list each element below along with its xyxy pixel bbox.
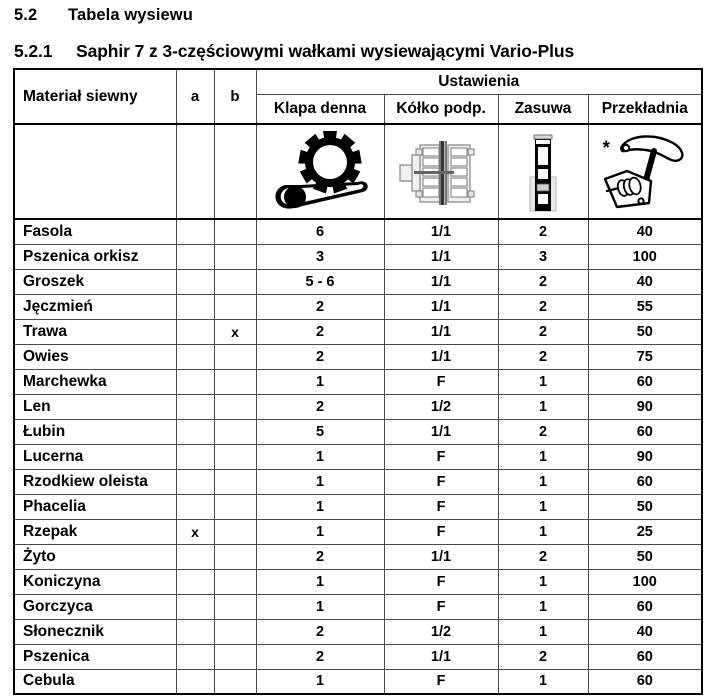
- cell-zasuwa: 1: [498, 394, 588, 419]
- cell-zasuwa: 1: [498, 669, 588, 694]
- cell-zasuwa: 2: [498, 344, 588, 369]
- cell-kolko-podp: 1/1: [384, 344, 498, 369]
- cell-b-mark: [214, 344, 256, 369]
- cell-a-mark: [176, 394, 214, 419]
- cell-przekladnia: 50: [588, 544, 702, 569]
- table-row: [14, 244, 702, 269]
- table-row: [14, 394, 702, 419]
- cell-a-mark: [176, 269, 214, 294]
- cell-przekladnia: 60: [588, 469, 702, 494]
- icon-cell-zasuwa: [498, 124, 588, 219]
- cell-klapa-denna: 1: [256, 469, 384, 494]
- cell-material: Trawa: [14, 319, 176, 344]
- cell-kolko-podp: 1/2: [384, 394, 498, 419]
- cell-zasuwa: 1: [498, 494, 588, 519]
- cell-przekladnia: 40: [588, 619, 702, 644]
- cell-a-mark: [176, 344, 214, 369]
- cell-kolko-podp: 1/1: [384, 219, 498, 244]
- cell-material: Słonecznik: [14, 619, 176, 644]
- cell-zasuwa: 2: [498, 419, 588, 444]
- cell-przekladnia: 60: [588, 594, 702, 619]
- cell-zasuwa: 1: [498, 369, 588, 394]
- cell-a-mark: [176, 319, 214, 344]
- table-row: [14, 469, 702, 494]
- cell-b-mark: x: [214, 319, 256, 344]
- cell-material: Rzodkiew oleista: [14, 469, 176, 494]
- cell-przekladnia: 90: [588, 394, 702, 419]
- cell-material: Cebula: [14, 669, 176, 694]
- cell-b-mark: [214, 394, 256, 419]
- header-kolko-podp: Kółko podp.: [384, 94, 498, 124]
- cell-b-mark: [214, 369, 256, 394]
- cell-b-mark: [214, 469, 256, 494]
- header-przekladnia: Przekładnia: [588, 94, 702, 124]
- cell-zasuwa: 3: [498, 244, 588, 269]
- cell-b-mark: [214, 519, 256, 544]
- cell-kolko-podp: 1/1: [384, 294, 498, 319]
- header-klapa-denna: Klapa denna: [256, 94, 384, 124]
- table-row: [14, 594, 702, 619]
- cell-zasuwa: 2: [498, 644, 588, 669]
- cell-a-mark: x: [176, 519, 214, 544]
- cell-material: Fasola: [14, 219, 176, 244]
- cell-material: Groszek: [14, 269, 176, 294]
- cell-zasuwa: 1: [498, 469, 588, 494]
- cell-material: Żyto: [14, 544, 176, 569]
- cell-przekladnia: 50: [588, 494, 702, 519]
- cell-b-mark: [214, 244, 256, 269]
- cell-b-mark: [214, 644, 256, 669]
- table-row: [14, 569, 702, 594]
- table-row: [14, 544, 702, 569]
- section-heading: [14, 6, 193, 25]
- cell-przekladnia: 50: [588, 319, 702, 344]
- asterisk-marker: *: [602, 138, 610, 159]
- cell-kolko-podp: F: [384, 669, 498, 694]
- cell-przekladnia: 60: [588, 669, 702, 694]
- cell-przekladnia: 60: [588, 369, 702, 394]
- cell-a-mark: [176, 294, 214, 319]
- cell-b-mark: [214, 669, 256, 694]
- cell-a-mark: [176, 219, 214, 244]
- cell-a-mark: [176, 244, 214, 269]
- cell-przekladnia: 75: [588, 344, 702, 369]
- cell-zasuwa: 2: [498, 219, 588, 244]
- table-row: [14, 419, 702, 444]
- table-row: [14, 219, 702, 244]
- cell-przekladnia: 60: [588, 644, 702, 669]
- cell-kolko-podp: 1/1: [384, 544, 498, 569]
- cell-a-mark: [176, 619, 214, 644]
- cell-kolko-podp: F: [384, 594, 498, 619]
- cell-klapa-denna: 6: [256, 219, 384, 244]
- section-number: 5.2: [14, 6, 38, 24]
- cell-a-mark: [176, 419, 214, 444]
- cell-kolko-podp: F: [384, 569, 498, 594]
- cell-a-mark: [176, 669, 214, 694]
- seed-table-container: [13, 68, 701, 695]
- header-material: Materiał siewny: [14, 69, 176, 124]
- cell-material: Phacelia: [14, 494, 176, 519]
- table-row: [14, 644, 702, 669]
- seed-rate-table: [13, 68, 703, 695]
- cell-kolko-podp: 1/1: [384, 419, 498, 444]
- icon-row-b-spacer: [214, 124, 256, 219]
- cell-kolko-podp: 1/2: [384, 619, 498, 644]
- cell-material: Len: [14, 394, 176, 419]
- cell-b-mark: [214, 544, 256, 569]
- table-icon-row: [14, 124, 702, 219]
- cell-klapa-denna: 1: [256, 444, 384, 469]
- cell-zasuwa: 2: [498, 544, 588, 569]
- sprocket-flap-icon: [257, 125, 384, 218]
- cell-zasuwa: 2: [498, 319, 588, 344]
- cell-a-mark: [176, 444, 214, 469]
- cell-klapa-denna: 1: [256, 369, 384, 394]
- cell-a-mark: [176, 369, 214, 394]
- cell-klapa-denna: 3: [256, 244, 384, 269]
- cell-material: Jęczmień: [14, 294, 176, 319]
- header-settings: Ustawienia: [256, 69, 702, 94]
- icon-row-material-spacer: [14, 124, 176, 219]
- cell-b-mark: [214, 594, 256, 619]
- cell-b-mark: [214, 569, 256, 594]
- cell-material: Marchewka: [14, 369, 176, 394]
- cell-b-mark: [214, 219, 256, 244]
- cell-a-mark: [176, 544, 214, 569]
- cell-kolko-podp: 1/1: [384, 319, 498, 344]
- cell-material: Rzepak: [14, 519, 176, 544]
- cell-klapa-denna: 2: [256, 319, 384, 344]
- cell-klapa-denna: 2: [256, 394, 384, 419]
- cell-kolko-podp: F: [384, 494, 498, 519]
- cell-klapa-denna: 2: [256, 644, 384, 669]
- cell-material: Gorczyca: [14, 594, 176, 619]
- cell-klapa-denna: 2: [256, 294, 384, 319]
- cell-a-mark: [176, 644, 214, 669]
- cell-klapa-denna: 1: [256, 519, 384, 544]
- table-row: [14, 519, 702, 544]
- cell-zasuwa: 1: [498, 569, 588, 594]
- header-col-a: a: [176, 69, 214, 124]
- cell-a-mark: [176, 569, 214, 594]
- cell-przekladnia: 90: [588, 444, 702, 469]
- cell-b-mark: [214, 619, 256, 644]
- header-col-b: b: [214, 69, 256, 124]
- cell-zasuwa: 2: [498, 269, 588, 294]
- cell-zasuwa: 1: [498, 594, 588, 619]
- cell-material: Pszenica orkisz: [14, 244, 176, 269]
- cell-zasuwa: 2: [498, 294, 588, 319]
- cell-kolko-podp: 1/1: [384, 244, 498, 269]
- header-zasuwa: Zasuwa: [498, 94, 588, 124]
- cell-b-mark: [214, 444, 256, 469]
- cell-zasuwa: 1: [498, 619, 588, 644]
- cell-zasuwa: 1: [498, 519, 588, 544]
- table-body: [14, 219, 702, 694]
- subsection-heading: [14, 41, 574, 62]
- table-header-row-1: [14, 69, 702, 94]
- cell-kolko-podp: F: [384, 444, 498, 469]
- cell-klapa-denna: 5 - 6: [256, 269, 384, 294]
- cell-kolko-podp: 1/1: [384, 644, 498, 669]
- table-row: [14, 444, 702, 469]
- cell-klapa-denna: 2: [256, 619, 384, 644]
- cell-klapa-denna: 5: [256, 419, 384, 444]
- table-row: [14, 319, 702, 344]
- cell-kolko-podp: F: [384, 519, 498, 544]
- icon-cell-klapa-denna: [256, 124, 384, 219]
- table-row: [14, 619, 702, 644]
- cell-material: Owies: [14, 344, 176, 369]
- table-row: [14, 369, 702, 394]
- cell-kolko-podp: 1/1: [384, 269, 498, 294]
- table-row: [14, 269, 702, 294]
- cell-przekladnia: 40: [588, 269, 702, 294]
- cell-material: Lucerna: [14, 444, 176, 469]
- table-row: [14, 669, 702, 694]
- icon-cell-przekladnia: [588, 124, 702, 219]
- cell-przekladnia: 100: [588, 569, 702, 594]
- icon-row-a-spacer: [176, 124, 214, 219]
- cell-b-mark: [214, 494, 256, 519]
- table-row: [14, 494, 702, 519]
- subsection-number: 5.2.1: [14, 41, 53, 61]
- cell-przekladnia: 25: [588, 519, 702, 544]
- cell-material: Łubin: [14, 419, 176, 444]
- cell-material: Pszenica: [14, 644, 176, 669]
- cell-klapa-denna: 1: [256, 569, 384, 594]
- subsection-title: Saphir 7 z 3-częściowymi wałkami wysiewającymi Vario-Plus: [76, 41, 575, 61]
- section-title: Tabela wysiewu: [68, 6, 193, 24]
- cell-klapa-denna: 1: [256, 494, 384, 519]
- table-row: [14, 294, 702, 319]
- slide-gate-icon: [499, 125, 588, 218]
- cell-kolko-podp: F: [384, 469, 498, 494]
- cell-material: Koniczyna: [14, 569, 176, 594]
- support-wheel-roller-icon: [385, 125, 498, 218]
- cell-klapa-denna: 1: [256, 594, 384, 619]
- cell-a-mark: [176, 594, 214, 619]
- cell-przekladnia: 40: [588, 219, 702, 244]
- cell-przekladnia: 60: [588, 419, 702, 444]
- cell-klapa-denna: 2: [256, 544, 384, 569]
- cell-przekladnia: 55: [588, 294, 702, 319]
- cell-b-mark: [214, 419, 256, 444]
- cell-przekladnia: 100: [588, 244, 702, 269]
- table-row: [14, 344, 702, 369]
- cell-kolko-podp: F: [384, 369, 498, 394]
- cell-klapa-denna: 2: [256, 344, 384, 369]
- cell-b-mark: [214, 269, 256, 294]
- icon-cell-kolko-podp: [384, 124, 498, 219]
- cell-a-mark: [176, 469, 214, 494]
- cell-b-mark: [214, 294, 256, 319]
- cell-a-mark: [176, 494, 214, 519]
- cell-zasuwa: 1: [498, 444, 588, 469]
- cell-klapa-denna: 1: [256, 669, 384, 694]
